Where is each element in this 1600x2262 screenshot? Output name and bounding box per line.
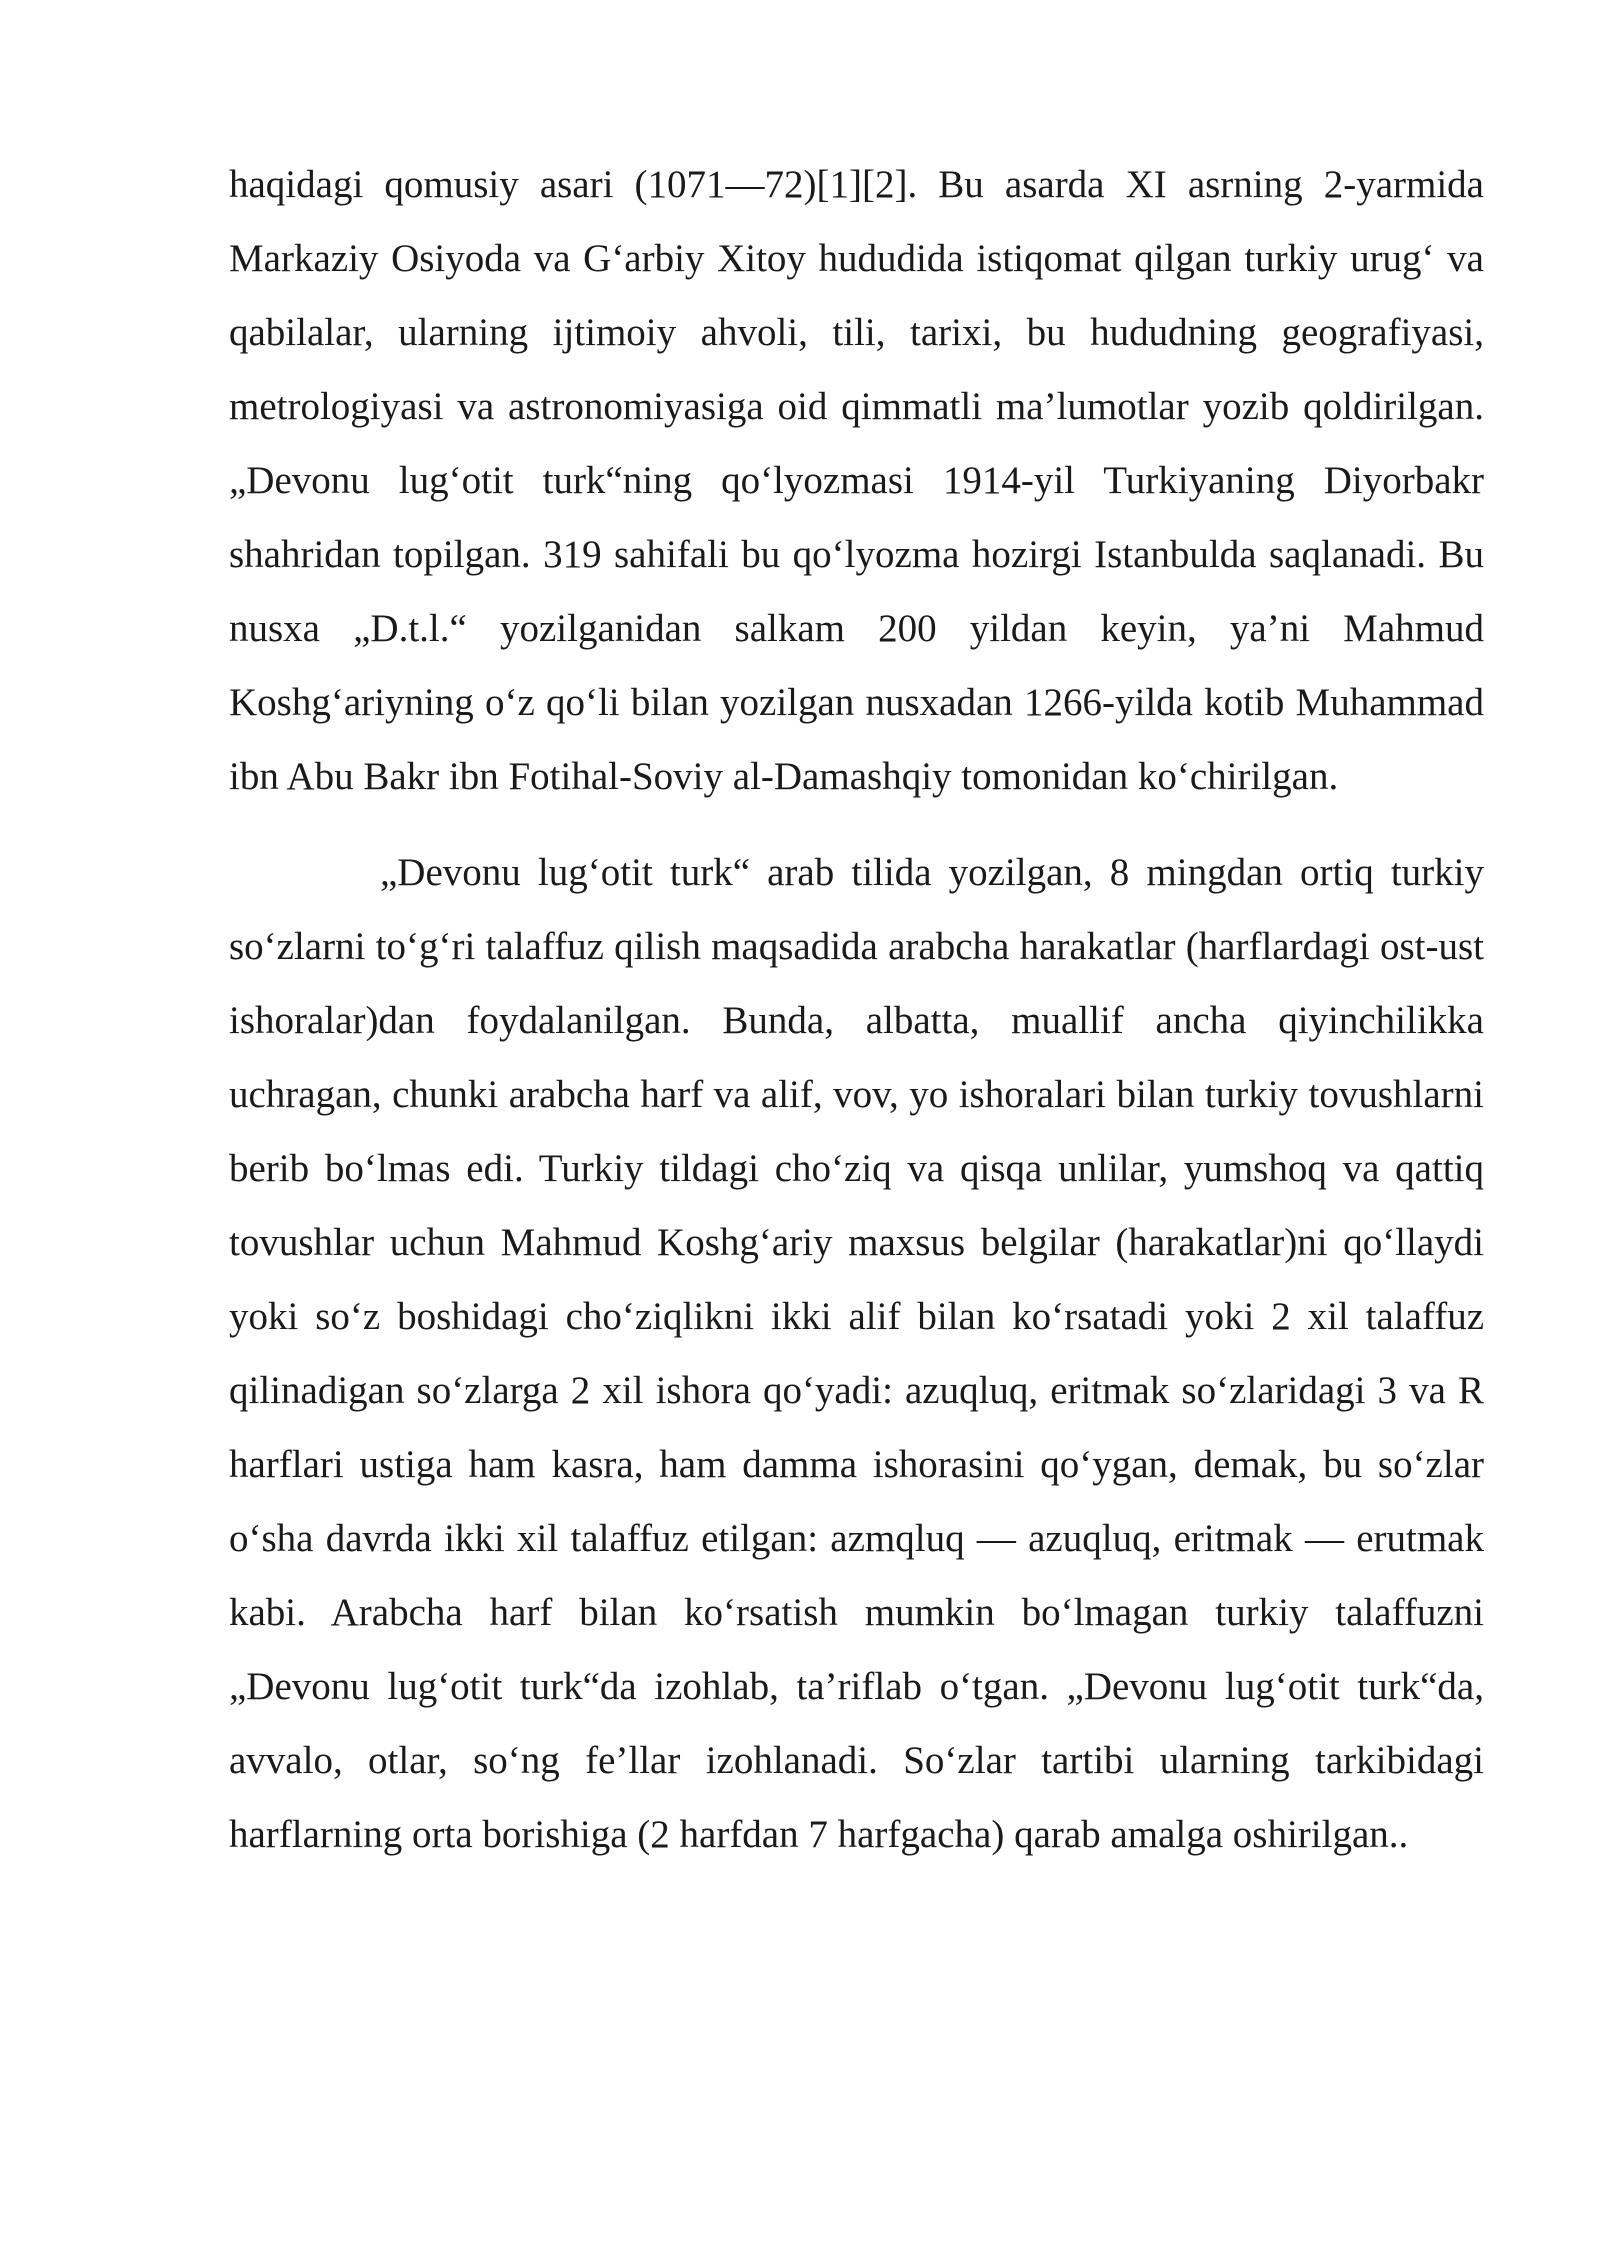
paragraph-1: haqidagi qomusiy asari (1071—72)[1][2]. Bu asarda XI asrning 2-yarmida Markaziy Osiyoda va G‘arbiy Xitoy hududida istiqomat qilgan turkiy urug‘ va qabilalar, ularning ijtimoiy ahvoli, tili, tarixi, bu hududning geografiyasi, metrologiyasi va astronomiyasiga oid qimmatli ma’lumotlar yozib qoldirilgan. „Devonu lug‘otit turk“ning qo‘lyozmasi 1914-yil Turkiyaning Diyorbakr shahridan topilgan. 319 sahifali bu qo‘lyozma hozirgi Istanbulda saqlanadi. Bu nusxa „D.t.l.“ yozilganidan salkam 200 yildan keyin, ya’ni Mahmud Koshg‘ariyning o‘z qo‘li bilan yozilgan nusxadan 1266-yilda kotib Muhammad ibn Abu Bakr ibn Fotihal-Soviy al-Damashqiy tomonidan ko‘chirilgan. [229, 163, 1484, 798]
paragraph-2: „Devonu lug‘otit turk“ arab tilida yozilgan, 8 mingdan ortiq turkiy so‘zlarni to‘g‘ri talaffuz qilish maqsadida arabcha harakatlar (harflardagi ost-ust ishoralar)dan foydalanilgan. Bunda, albatta, muallif ancha qiyinchilikka uchragan, chunki arabcha harf va alif, vov, yo ishoralari bilan turkiy tovushlarni berib bo‘lmas edi. Turkiy tildagi cho‘ziq va qisqa unlilar, yumshoq va qattiq tovushlar uchun Mahmud Koshg‘ariy maxsus belgilar (harakatlar)ni qo‘llaydi yoki so‘z boshidagi cho‘ziqlikni ikki alif bilan ko‘rsatadi yoki 2 xil talaffuz qilinadigan so‘zlarga 2 xil ishora qo‘yadi: azuqluq, eritmak so‘zlaridagi 3 va R harflari ustiga ham kasra, ham damma ishorasini qo‘ygan, demak, bu so‘zlar o‘sha davrda ikki xil talaffuz etilgan: azmqluq — azuqluq, eritmak — erutmak kabi. Arabcha harf bilan ko‘rsatish mumkin bo‘lmagan turkiy talaffuzni „Devonu lug‘otit turk“da izohlab, ta’riflab o‘tgan. „Devonu lug‘otit turk“da, avvalo, otlar, so‘ng fe’llar izohlanadi. So‘zlar tartibi ularning tarkibidagi harflarning orta borishiga (2 harfdan 7 harfgacha) qarab amalga oshirilgan.. [229, 851, 1484, 1856]
body-text [229, 148, 1484, 1872]
